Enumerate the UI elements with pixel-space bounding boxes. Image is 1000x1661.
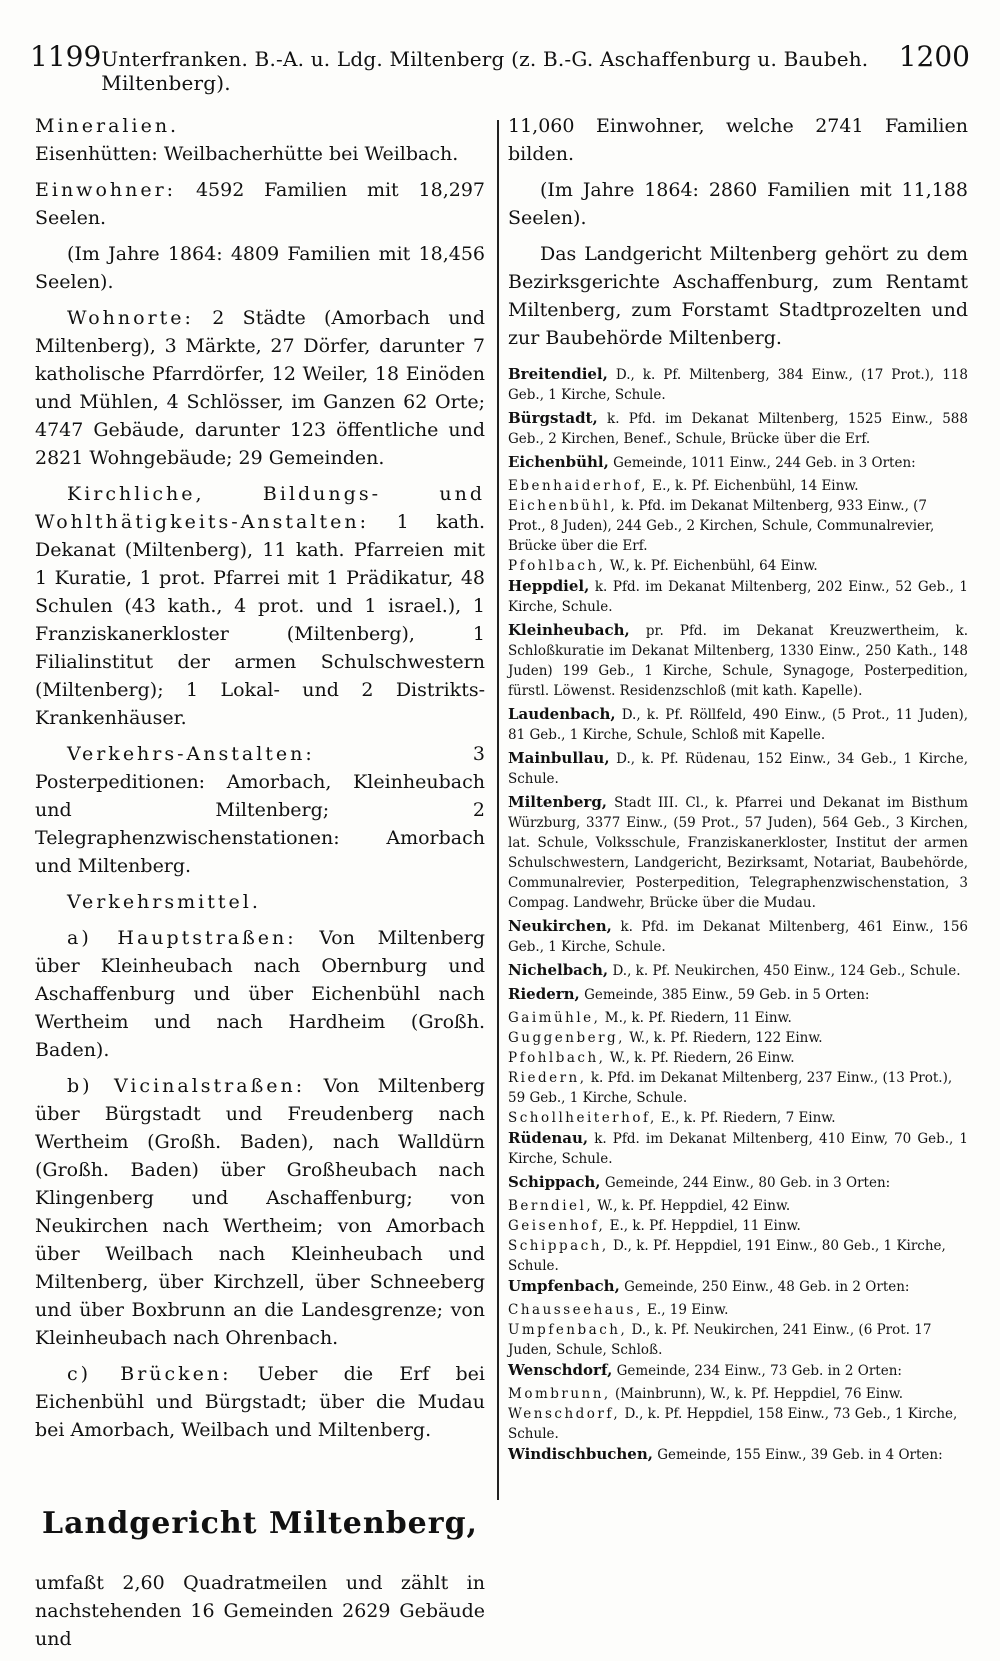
- entry-text: W., k. Pf. Heppdiel, 42 Einw.: [593, 1198, 791, 1214]
- entry-name: Heppdiel,: [508, 577, 590, 595]
- entry-text: (Mainbrunn), W., k. Pf. Heppdiel, 76 Einw.: [610, 1386, 904, 1402]
- entry-name: Eichenbühl,: [508, 453, 609, 471]
- entry-text: E., k. Pf. Heppdiel, 11 Einw.: [605, 1218, 801, 1234]
- vicinal-paragraph: [35, 1072, 485, 1352]
- intro-einwohner: 11,060 Einwohner, welche 2741 Familien bilden.: [508, 115, 968, 165]
- entry-text: Gemeinde, 385 Einw., 59 Geb. in 5 Orten:: [579, 987, 870, 1003]
- sub-entry: [508, 476, 968, 496]
- sub-entry: [508, 1384, 968, 1404]
- entry-name: Riedern,: [508, 985, 580, 1003]
- sub-entry: [508, 1068, 968, 1108]
- sub-entry: [508, 1300, 968, 1320]
- entry-text: pr. Pfd. im Dekanat Kreuzwertheim, k. Schloßkuratie im Dekanat Miltenberg, 1330 Einw., 250 Kath., 148 Juden) 199 Geb., 1 Kirche, Schule, Synagoge, Posterpedition, fürstl. Löwenst. Residenzschloß (mit kath. Kapelle).: [508, 623, 968, 699]
- entry-text: Gemeinde, 250 Einw., 48 Geb. in 2 Orten:: [619, 1279, 910, 1295]
- place-entry: [508, 960, 968, 981]
- wohnorte-paragraph: [35, 304, 485, 472]
- sub-entry: [508, 1404, 968, 1444]
- entry-name: Breitendiel,: [508, 365, 608, 383]
- entry-name: Schippach,: [508, 1173, 601, 1191]
- place-entry: [508, 704, 968, 745]
- entry-name: Riedern,: [508, 1070, 587, 1086]
- kirchliche-label: Kirchliche, Bildungs- und Wohlthätigkeits-Anstalten:: [35, 483, 485, 533]
- place-entry: [508, 916, 968, 957]
- entry-name: Nichelbach,: [508, 961, 609, 979]
- entry-text: Gemeinde, 155 Einw., 39 Geb. in 4 Orten:: [652, 1447, 943, 1463]
- sub-entry: [508, 1028, 968, 1048]
- entry-text: W., k. Pf. Riedern, 122 Einw.: [624, 1030, 823, 1046]
- sub-entry: [508, 1048, 968, 1068]
- entry-name: Berndiel,: [508, 1198, 594, 1214]
- einwohner-paragraph: [35, 176, 485, 232]
- entry-text: E., 19 Einw.: [642, 1302, 729, 1318]
- verkehrsanstalten-label: Verkehrs-Anstalten:: [67, 743, 315, 765]
- entry-text: D., k. Pf. Heppdiel, 158 Einw., 73 Geb., 1 Kirche, Schule.: [508, 1406, 958, 1442]
- landgericht-heading: Landgericht Miltenberg,: [41, 1506, 478, 1541]
- bruecken-text: Ueber die Erf bei Eichenbühl und Bürgstadt; über die Mudau bei Amorbach, Weilbach und Miltenberg.: [35, 1363, 485, 1441]
- entry-name: Pfohlbach,: [508, 1050, 606, 1066]
- entry-name: Eichenbühl,: [508, 498, 618, 514]
- kirchliche-paragraph: [35, 480, 485, 732]
- entry-name: Miltenberg,: [508, 793, 608, 811]
- entry-text: D., k. Pf. Neukirchen, 450 Einw., 124 Geb., Schule.: [608, 963, 961, 979]
- place-entry: [508, 1128, 968, 1169]
- sub-entry: [508, 1008, 968, 1028]
- place-entry: [508, 576, 968, 617]
- place-entries: [508, 364, 968, 1465]
- page-number-right: 1200: [898, 40, 970, 73]
- sub-entry: [508, 496, 968, 556]
- entry-name: Ebenhaiderhof,: [508, 478, 648, 494]
- place-entry: [508, 984, 968, 1005]
- mineralien-text: Eisenhütten: Weilbacherhütte bei Weilbach.: [35, 143, 459, 165]
- entry-text: Stadt III. Cl., k. Pfarrei und Dekanat im Bisthum Würzburg, 3377 Einw., (59 Prot., 57 Juden), 564 Geb., 3 Kirchen, lat. Schule, Volksschule, Franziskanerkloster, Institut der armen Schulschwestern, Landgericht, Bezirksamt, Notariat, Baubehörde, Communalrevier, Posterpedition, Telegraphenzwischenstation, 3 Compag. Landwehr, Brücke über die Mudau.: [508, 795, 968, 911]
- hauptstrassen-text: Von Miltenberg über Kleinheubach nach Obernburg und Aschaffenburg und über Eichenbühl nach Wertheim und nach Hardheim (Großh. Baden).: [35, 927, 485, 1061]
- place-entry: [508, 620, 968, 701]
- entry-text: k. Pfd. im Dekanat Miltenberg, 202 Einw., 52 Geb., 1 Kirche, Schule.: [508, 579, 968, 615]
- entry-text: Gemeinde, 1011 Einw., 244 Geb. in 3 Orten:: [608, 455, 916, 471]
- entry-text: W., k. Pf. Riedern, 26 Einw.: [605, 1050, 795, 1066]
- left-column: [35, 112, 485, 1661]
- entry-text: k. Pfd. im Dekanat Miltenberg, 933 Einw., (7 Prot., 8 Juden), 244 Geb., 2 Kirchen, Schule, Communalrevier, Brücke über die Erf.: [508, 498, 935, 554]
- entry-text: D., k. Pf. Röllfeld, 490 Einw., (5 Prot., 11 Juden), 81 Geb., 1 Kirche, Schule, Schloß mit Kapelle.: [508, 707, 968, 743]
- entry-text: D., k. Pf. Rüdenau, 152 Einw., 34 Geb., 1 Kirche, Schule.: [508, 751, 968, 787]
- entry-text: Gemeinde, 234 Einw., 73 Geb. in 2 Orten:: [612, 1363, 902, 1379]
- wohnorte-label: Wohnorte:: [67, 307, 194, 329]
- hauptstrassen-label: a) Hauptstraßen:: [67, 927, 297, 949]
- entry-name: Umpfenbach,: [508, 1277, 620, 1295]
- entry-text: M., k. Pf. Riedern, 11 Einw.: [600, 1010, 792, 1026]
- vicinal-text: Von Miltenberg über Bürgstadt und Freudenberg nach Wertheim (Großh. Baden), nach Walldürn (Großh. Baden) über Großheubach nach Klingenberg und Aschaffenburg; von Neukirchen nach Wertheim; von Amorbach über Weilbach nach Kleinheubach und Miltenberg, über Kirchzell, über Schneeberg und über Boxbrunn an die Landesgrenze; von Kleinheubach nach Ohrenbach.: [35, 1075, 486, 1349]
- entry-text: k. Pfd. im Dekanat Miltenberg, 237 Einw., (13 Prot.), 59 Geb., 1 Kirche, Schule.: [508, 1070, 953, 1106]
- entry-text: k. Pfd. im Dekanat Miltenberg, 461 Einw., 156 Geb., 1 Kirche, Schule.: [508, 919, 968, 955]
- verkehrsanstalten-paragraph: [35, 740, 485, 880]
- place-entry: [508, 1172, 968, 1193]
- entry-name: Schippach,: [508, 1238, 609, 1254]
- bruecken-paragraph: [35, 1360, 485, 1444]
- entry-name: Guggenberg,: [508, 1030, 625, 1046]
- sub-entry: [508, 1320, 968, 1360]
- running-title: Unterfranken. B.-A. u. Ldg. Miltenberg (z. B.-G. Aschaffenburg u. Baubeh. Miltenberg).: [101, 47, 869, 95]
- place-entry: [508, 408, 968, 449]
- entry-name: Gaimühle,: [508, 1010, 601, 1026]
- right-column: [508, 112, 968, 1468]
- entry-text: k. Pfd. im Dekanat Miltenberg, 1525 Einw., 588 Geb., 2 Kirchen, Benef., Schule, Brücke über die Erf.: [508, 411, 968, 447]
- entry-name: Pfohlbach,: [508, 558, 606, 574]
- entry-name: Mainbullau,: [508, 749, 610, 767]
- place-entry: [508, 452, 968, 473]
- page-header: [30, 40, 970, 95]
- entry-name: Wenschdorf,: [508, 1361, 613, 1379]
- entry-text: E., k. Pf. Eichenbühl, 14 Einw.: [647, 478, 859, 494]
- entry-name: Windischbuchen,: [508, 1445, 653, 1463]
- entry-text: Gemeinde, 244 Einw., 80 Geb. in 3 Orten:: [600, 1175, 891, 1191]
- sub-entry: [508, 1236, 968, 1276]
- verkehrsmittel-heading: Verkehrsmittel.: [67, 891, 261, 913]
- umfasst-paragraph: umfaßt 2,60 Quadratmeilen und zählt in nachstehenden 16 Gemeinden 2629 Gebäude und: [35, 1572, 485, 1650]
- page-number-left: 1199: [30, 40, 102, 73]
- place-entry: [508, 1360, 968, 1381]
- column-divider: [497, 120, 499, 1500]
- intro-1864: (Im Jahre 1864: 2860 Familien mit 11,188 Seelen).: [508, 179, 968, 229]
- einwohner-text: 4592 Familien mit 18,297 Seelen.: [35, 179, 485, 229]
- entry-name: Umpfenbach,: [508, 1322, 628, 1338]
- entry-name: Schollheiterhof,: [508, 1110, 657, 1126]
- einwohner-label: Einwohner:: [35, 179, 177, 201]
- entry-name: Laudenbach,: [508, 705, 616, 723]
- entry-text: D., k. Pf. Heppdiel, 191 Einw., 80 Geb., 1 Kirche, Schule.: [508, 1238, 946, 1274]
- hauptstrassen-paragraph: [35, 924, 485, 1064]
- wohnorte-text: 2 Städte (Amorbach und Miltenberg), 3 Märkte, 27 Dörfer, darunter 7 katholische Pfarrdörfer, 12 Weiler, 18 Einöden und Mühlen, 4 Schlösser, im Ganzen 62 Orte; 4747 Gebäude, darunter 123 öffentliche und 2821 Wohngebäude; 29 Gemeinden.: [35, 307, 485, 469]
- place-entry: [508, 792, 968, 913]
- entry-text: k. Pfd. im Dekanat Miltenberg, 410 Einw, 70 Geb., 1 Kirche, Schule.: [508, 1131, 968, 1167]
- mineralien-heading: Mineralien.: [35, 115, 180, 137]
- jahr1864-paragraph: (Im Jahre 1864: 4809 Familien mit 18,456 Seelen).: [35, 243, 485, 293]
- place-entry: [508, 1444, 968, 1465]
- vicinal-label: b) Vicinalstraßen:: [67, 1075, 306, 1097]
- entry-name: Geisenhof,: [508, 1218, 606, 1234]
- sub-entry: [508, 1216, 968, 1236]
- kirchliche-text: 1 kath. Dekanat (Miltenberg), 11 kath. Pfarreien mit 1 Kuratie, 1 prot. Pfarrei mit 1 Prädikatur, 48 Schulen (43 kath., 4 prot. und 1 israel.), 1 Franziskanerkloster (Miltenberg), 1 Filialinstitut der armen Schulschwestern (Miltenberg); 1 Lokal- und 2 Distrikts-Krankenhäuser.: [35, 511, 485, 729]
- entry-name: Rüdenau,: [508, 1129, 589, 1147]
- place-entry: [508, 748, 968, 789]
- place-entry: [508, 1276, 968, 1297]
- sub-entry: [508, 1108, 968, 1128]
- intro-landgericht: Das Landgericht Miltenberg gehört zu dem Bezirksgerichte Aschaffenburg, zum Rentamt Miltenberg, zum Forstamt Stadtprozelten und zur Baubehörde Miltenberg.: [508, 243, 968, 349]
- entry-text: D., k. Pf. Neukirchen, 241 Einw., (6 Prot. 17 Juden, Schule, Schloß.: [508, 1322, 932, 1358]
- sub-entry: [508, 556, 968, 576]
- entry-name: Wenschdorf,: [508, 1406, 621, 1422]
- entry-name: Neukirchen,: [508, 917, 612, 935]
- entry-text: W., k. Pf. Eichenbühl, 64 Einw.: [605, 558, 818, 574]
- entry-name: Mombrunn,: [508, 1386, 611, 1402]
- entry-name: Bürgstadt,: [508, 409, 598, 427]
- sub-entry: [508, 1196, 968, 1216]
- bruecken-label: c) Brücken:: [67, 1363, 232, 1385]
- entry-text: D., k. Pf. Miltenberg, 384 Einw., (17 Prot.), 118 Geb., 1 Kirche, Schule.: [508, 367, 968, 403]
- place-entry: [508, 364, 968, 405]
- entry-name: Chausseehaus,: [508, 1302, 643, 1318]
- verkehrsanstalten-text: 3 Posterpeditionen: Amorbach, Kleinheubach und Miltenberg; 2 Telegraphenzwischenstationen: Amorbach und Miltenberg.: [35, 743, 485, 877]
- entry-text: E., k. Pf. Riedern, 7 Einw.: [656, 1110, 836, 1126]
- entry-name: Kleinheubach,: [508, 621, 630, 639]
